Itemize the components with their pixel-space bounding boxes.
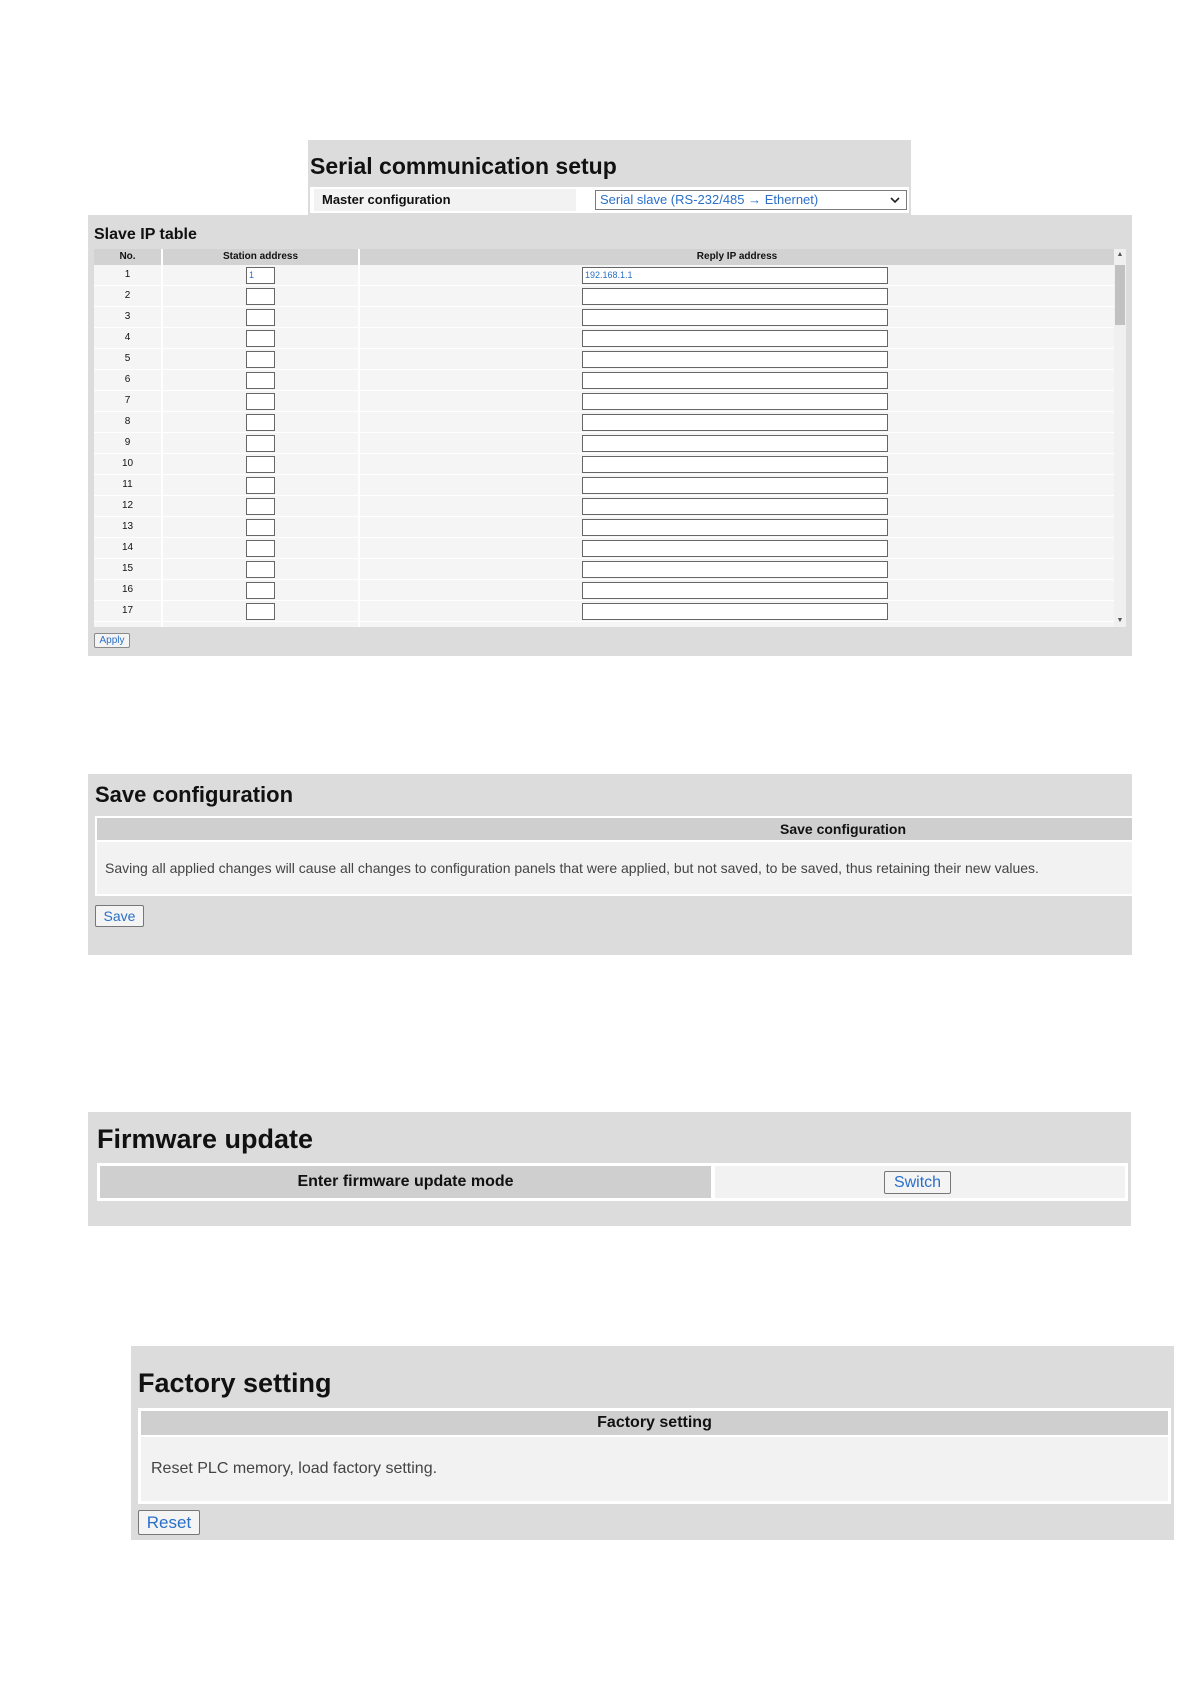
station-address-input[interactable]	[246, 435, 275, 452]
scroll-up-arrow-icon[interactable]: ▲	[1116, 251, 1124, 258]
serial-setup-panel	[308, 140, 911, 215]
table-row	[94, 433, 1114, 454]
reply-ip-input[interactable]	[582, 582, 888, 599]
station-address-input[interactable]	[246, 561, 275, 578]
reply-ip-input[interactable]	[582, 519, 888, 536]
reset-button[interactable]: Reset	[138, 1510, 200, 1535]
table-row	[94, 349, 1114, 370]
slave-ip-table-title: Slave IP table	[94, 226, 197, 243]
table-header	[94, 249, 1114, 265]
reply-ip-input[interactable]	[582, 498, 888, 515]
table-row	[94, 412, 1114, 433]
master-config-label: Master configuration	[314, 189, 576, 211]
table-row	[94, 328, 1114, 349]
factory-setting-panel	[131, 1346, 1174, 1540]
station-address-input[interactable]	[246, 330, 275, 347]
reply-ip-input[interactable]	[582, 477, 888, 494]
station-address-input[interactable]	[246, 414, 275, 431]
firmware-update-row	[97, 1163, 1128, 1201]
row-number: 16	[121, 584, 134, 595]
scrollbar-thumb[interactable]	[1115, 265, 1125, 325]
table-row	[94, 370, 1114, 391]
row-number: 3	[124, 311, 131, 322]
reply-ip-input[interactable]	[582, 435, 888, 452]
save-config-description: Saving all applied changes will cause all changes to configuration panels that were applied, but not saved, to be saved, thus retaining their new values.	[97, 842, 1132, 894]
row-number: 17	[121, 605, 134, 616]
table-row	[94, 496, 1114, 517]
table-row	[94, 265, 1114, 286]
row-number: 14	[121, 542, 134, 553]
row-number: 2	[124, 290, 131, 301]
slave-ip-table-panel	[88, 215, 1132, 656]
factory-setting-description: Reset PLC memory, load factory setting.	[141, 1437, 1168, 1501]
row-number: 6	[124, 374, 131, 385]
firmware-update-label: Enter firmware update mode	[100, 1166, 711, 1198]
reply-ip-input[interactable]	[582, 603, 888, 620]
row-number: 9	[124, 437, 131, 448]
firmware-update-cell	[715, 1166, 1125, 1198]
station-address-input[interactable]	[246, 309, 275, 326]
reply-ip-input[interactable]	[582, 393, 888, 410]
table-body	[94, 265, 1114, 627]
slave-ip-table	[94, 249, 1126, 627]
station-address-input[interactable]	[246, 540, 275, 557]
column-divider	[358, 265, 360, 627]
switch-button[interactable]: Switch	[884, 1171, 951, 1194]
table-row	[94, 454, 1114, 475]
table-scrollbar[interactable]	[1114, 249, 1126, 627]
save-config-panel	[88, 774, 1132, 955]
reply-ip-input[interactable]	[582, 540, 888, 557]
reply-ip-input[interactable]	[582, 372, 888, 389]
save-config-title: Save configuration	[95, 782, 294, 807]
save-button[interactable]: Save	[95, 905, 144, 927]
row-number: 10	[121, 458, 134, 469]
station-address-input[interactable]	[246, 288, 275, 305]
factory-setting-title: Factory setting	[138, 1368, 332, 1398]
factory-setting-header: Factory setting	[141, 1411, 1168, 1435]
table-row	[94, 559, 1114, 580]
column-header-no: No.	[119, 251, 136, 262]
table-row	[94, 286, 1114, 307]
column-divider	[161, 265, 163, 627]
row-number: 1	[124, 269, 131, 280]
reply-ip-input[interactable]	[582, 288, 888, 305]
column-header-station-address: Station address	[222, 251, 299, 262]
row-number: 12	[121, 500, 134, 511]
station-address-input[interactable]	[246, 477, 275, 494]
station-address-input[interactable]	[246, 603, 275, 620]
station-address-input[interactable]: 1	[246, 267, 275, 284]
station-address-input[interactable]	[246, 498, 275, 515]
save-config-table	[95, 816, 1132, 896]
table-row	[94, 517, 1114, 538]
scroll-down-arrow-icon[interactable]: ▼	[1116, 617, 1124, 624]
apply-button[interactable]: Apply	[94, 633, 130, 648]
factory-setting-table	[138, 1408, 1171, 1504]
master-config-select[interactable]	[595, 190, 907, 210]
reply-ip-input[interactable]	[582, 561, 888, 578]
row-number: 11	[122, 479, 133, 490]
station-address-input[interactable]	[246, 519, 275, 536]
reply-ip-input[interactable]	[582, 456, 888, 473]
station-address-input[interactable]	[246, 582, 275, 599]
reply-ip-input[interactable]	[582, 414, 888, 431]
table-row	[94, 580, 1114, 601]
row-number: 4	[124, 332, 131, 343]
station-address-input[interactable]	[246, 393, 275, 410]
master-config-value: Serial slave (RS-232/485 → Ethernet)	[600, 192, 819, 207]
table-row	[94, 307, 1114, 328]
firmware-update-panel	[88, 1112, 1131, 1226]
table-row	[94, 391, 1114, 412]
chevron-down-icon	[888, 191, 902, 209]
row-number: 7	[124, 395, 131, 406]
reply-ip-input[interactable]	[582, 309, 888, 326]
reply-ip-input[interactable]	[582, 330, 888, 347]
save-config-header-text: Save configuration	[780, 821, 907, 837]
master-config-row	[310, 187, 909, 213]
row-number: 15	[121, 563, 134, 574]
station-address-input[interactable]	[246, 456, 275, 473]
row-number: 5	[124, 353, 131, 364]
save-config-header	[97, 818, 1132, 840]
station-address-input[interactable]	[246, 351, 275, 368]
reply-ip-input[interactable]: 192.168.1.1	[582, 267, 888, 284]
station-address-input[interactable]	[246, 372, 275, 389]
row-number: 8	[124, 416, 131, 427]
table-row	[94, 475, 1114, 496]
serial-setup-title: Serial communication setup	[310, 153, 617, 179]
row-number: 13	[121, 521, 134, 532]
firmware-update-title: Firmware update	[97, 1124, 314, 1154]
column-header-reply-ip: Reply IP address	[696, 251, 778, 262]
table-row	[94, 601, 1114, 622]
table-row	[94, 538, 1114, 559]
reply-ip-input[interactable]	[582, 351, 888, 368]
